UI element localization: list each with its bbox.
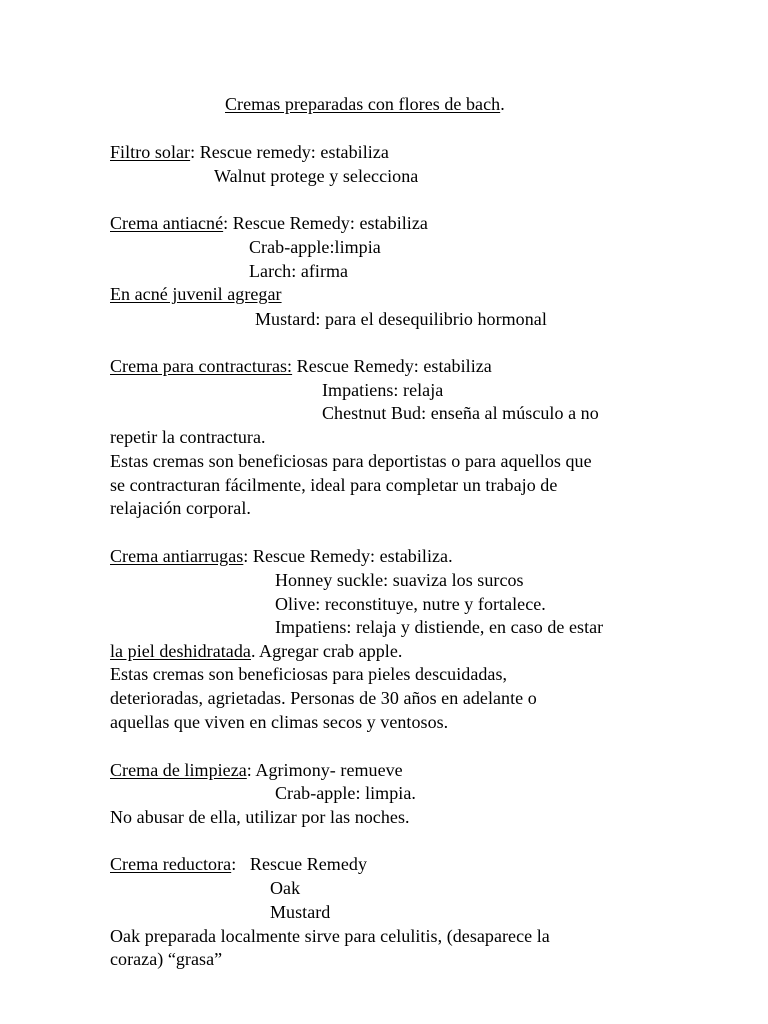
reductora-line-1 xyxy=(110,853,367,875)
antiacne-text-1: : Rescue Remedy: estabiliza xyxy=(223,213,428,233)
title-period: . xyxy=(500,94,505,114)
title-text: Cremas preparadas con flores de bach xyxy=(225,94,501,114)
antiacne-subheading xyxy=(110,283,282,305)
antiarrugas-line-3: Olive: reconstituye, nutre y fortalece. xyxy=(275,594,546,614)
reductora-text-1: : Rescue Remedy xyxy=(231,854,368,874)
filtro-line-1 xyxy=(110,141,389,163)
contracturas-paragraph-1: Estas cremas son beneficiosas para deportistas o para aquellos que xyxy=(110,451,592,471)
reductora-paragraph-1: Oak preparada localmente sirve para celulitis, (desaparece la xyxy=(110,926,550,946)
antiacne-line-2: Crab-apple:limpia xyxy=(249,237,381,257)
filtro-text-1: : Rescue remedy: estabiliza xyxy=(190,142,389,162)
limpieza-text-1: : Agrimony- remueve xyxy=(246,760,403,780)
section-heading-antiarrugas: Crema antiarrugas xyxy=(110,546,244,566)
document-title xyxy=(225,93,505,115)
section-heading-antiacne: Crema antiacné xyxy=(110,213,224,233)
section-heading-reductora: Crema reductora xyxy=(110,854,232,874)
reductora-line-2: Oak xyxy=(270,878,301,898)
section-heading-contracturas: Crema para contracturas: xyxy=(110,356,293,376)
antiarrugas-line-2: Honney suckle: suaviza los surcos xyxy=(275,570,524,590)
antiarrugas-underlined-text: la piel deshidratada xyxy=(110,641,251,661)
contracturas-text-1: Rescue Remedy: estabiliza xyxy=(292,356,492,376)
antiacne-line-4: Mustard: para el desequilibrio hormonal xyxy=(255,309,547,329)
antiacne-subheading-text: En acné juvenil agregar xyxy=(110,284,282,304)
contracturas-paragraph-3: relajación corporal. xyxy=(110,498,251,518)
filtro-line-2: Walnut protege y selecciona xyxy=(214,166,419,186)
contracturas-line-2: Impatiens: relaja xyxy=(322,380,444,400)
antiacne-line-3: Larch: afirma xyxy=(249,261,349,281)
antiarrugas-paragraph-1: Estas cremas son beneficiosas para pieles descuidadas, xyxy=(110,664,508,684)
contracturas-line-3: Chestnut Bud: enseña al músculo a no xyxy=(322,403,599,423)
limpieza-line-2: Crab-apple: limpia. xyxy=(275,783,416,803)
section-heading-limpieza: Crema de limpieza xyxy=(110,760,247,780)
limpieza-paragraph-1: No abusar de ella, utilizar por las noches. xyxy=(110,807,410,827)
antiacne-line-1 xyxy=(110,212,428,234)
antiarrugas-paragraph-2: deterioradas, agrietadas. Personas de 30 años en adelante o xyxy=(110,688,537,708)
reductora-line-3: Mustard xyxy=(270,902,331,922)
antiarrugas-line-4: Impatiens: relaja y distiende, en caso de estar xyxy=(275,617,604,637)
contracturas-line-1 xyxy=(110,355,492,377)
antiarrugas-paragraph-3: aquellas que viven en climas secos y ventosos. xyxy=(110,712,449,732)
antiarrugas-text-1: : Rescue Remedy: estabiliza. xyxy=(243,546,453,566)
limpieza-line-1 xyxy=(110,759,403,781)
antiarrugas-text-5: . Agregar crab apple. xyxy=(250,641,403,661)
antiarrugas-line-5 xyxy=(110,640,402,662)
contracturas-paragraph-2: se contracturan fácilmente, ideal para completar un trabajo de xyxy=(110,475,558,495)
section-heading-filtro: Filtro solar xyxy=(110,142,191,162)
contracturas-line-4: repetir la contractura. xyxy=(110,427,266,447)
antiarrugas-line-1 xyxy=(110,545,453,567)
reductora-paragraph-2: coraza) “grasa” xyxy=(110,949,223,969)
